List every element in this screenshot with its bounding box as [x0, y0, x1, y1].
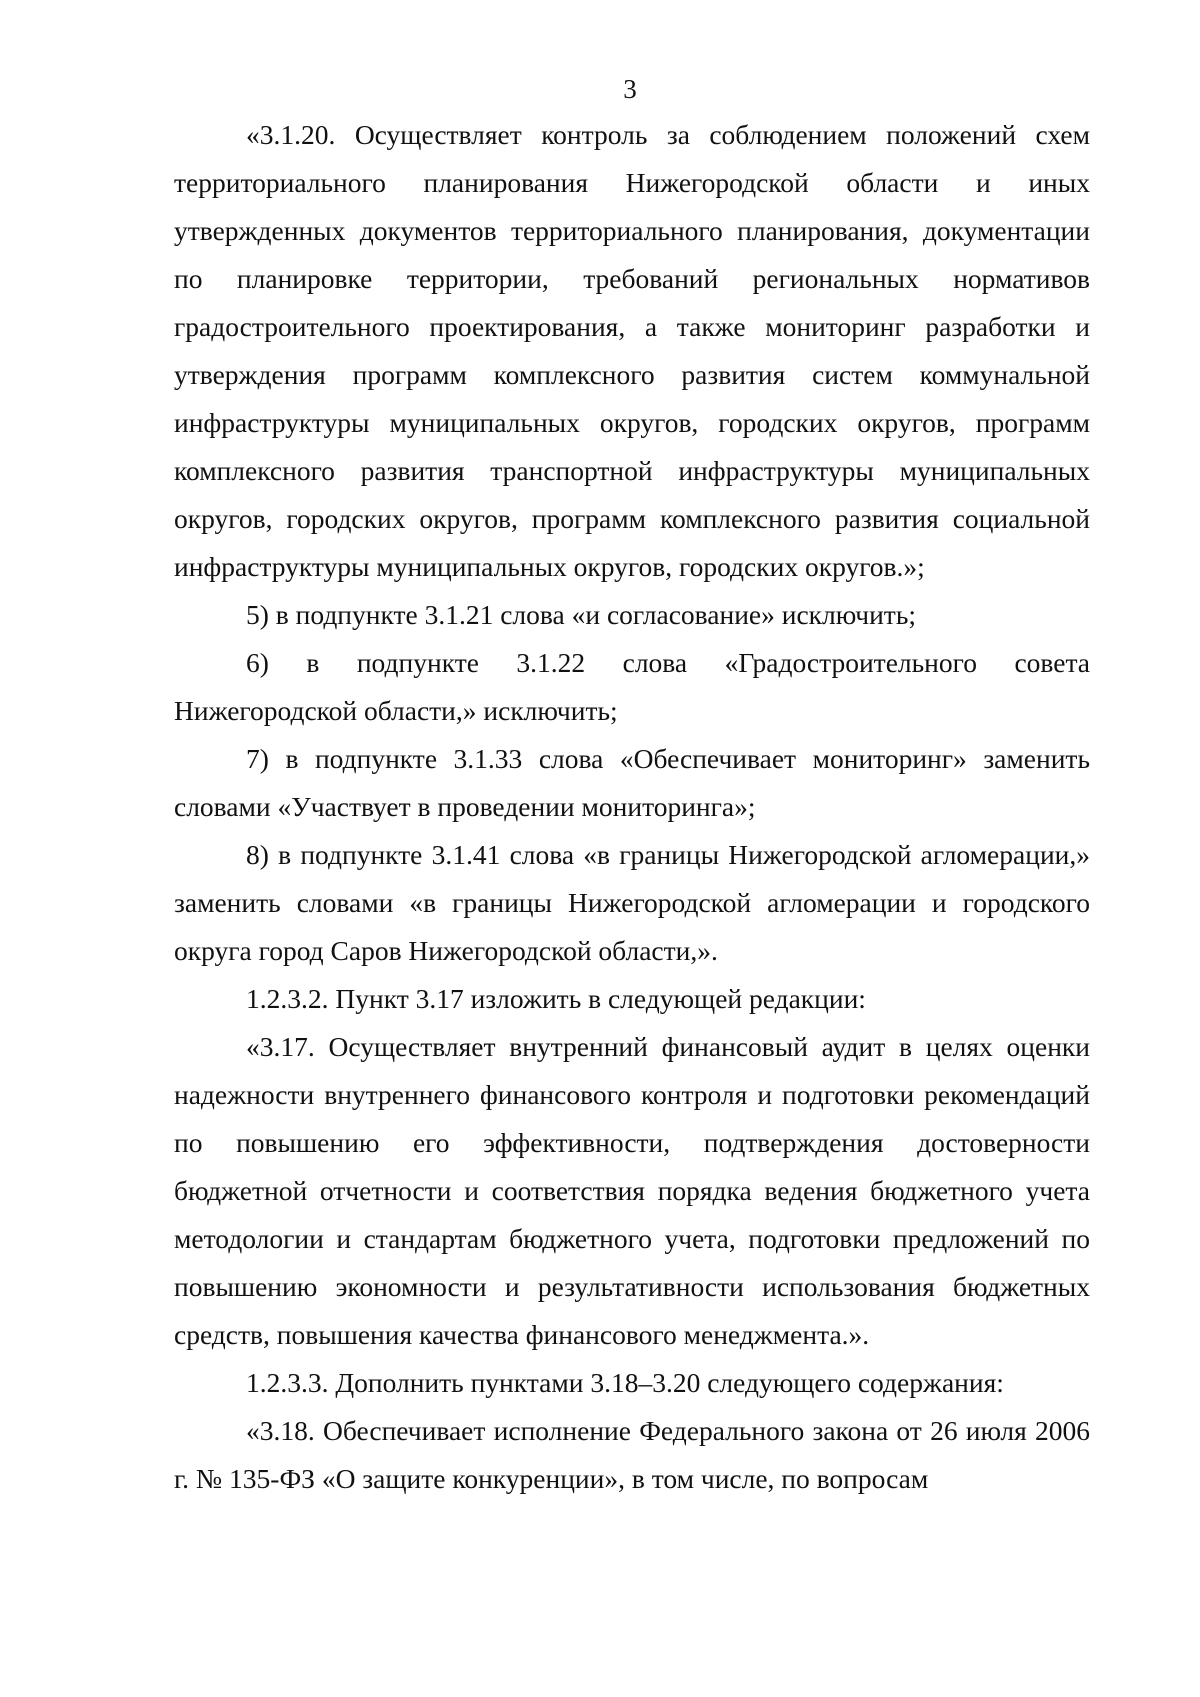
paragraph-1-2-3-3: 1.2.3.3. Дополнить пунктами 3.18–3.20 следующего содержания:	[246, 1367, 1004, 1398]
document-body	[174, 111, 1090, 1503]
paragraph-1-2-3-2: 1.2.3.2. Пункт 3.17 изложить в следующей редакции:	[246, 983, 866, 1014]
page-number: 3	[623, 74, 637, 104]
paragraph-item-8: 8) в подпункте 3.1.41 слова «в границы Нижегородской агломерации,» заменить словами «в границы Нижегородской агломерации и городского округа город Саров Нижегородской области,».	[174, 839, 1090, 966]
paragraph-item-5: 5) в подпункте 3.1.21 слова «и согласование» исключить;	[246, 599, 917, 630]
paragraph-item-7: 7) в подпункте 3.1.33 слова «Обеспечивает мониторинг» заменить словами «Участвует в проведении мониторинга»;	[174, 743, 1090, 822]
paragraph-3-18: «3.18. Обеспечивает исполнение Федерального закона от 26 июля 2006 г. № 135-ФЗ «О защите конкуренции», в том числе, по вопросам	[174, 1415, 1090, 1494]
paragraph-item-6: 6) в подпункте 3.1.22 слова «Градостроительного совета Нижегородской области,» исключить;	[174, 647, 1090, 726]
paragraph-3-1-20: «3.1.20. Осуществляет контроль за соблюдением положений схем территориального планирования Нижегородской области и иных утвержденных документов территориального планирования, документации по планировке территории, требований региональных нормативов градостроительного проектирования, а также мониторинг разработки и утверждения программ комплексного развития систем коммунальной инфраструктуры муниципальных округов, городских округов, программ комплексного развития транспортной инфраструктуры муниципальных округов, городских округов, программ комплексного развития социальной инфраструктуры муниципальных округов, городских округов.»;	[174, 119, 1090, 582]
paragraph-3-17: «3.17. Осуществляет внутренний финансовый аудит в целях оценки надежности внутреннего финансового контроля и подготовки рекомендаций по повышению его эффективности, подтверждения достоверности бюджетной отчетности и соответствия порядка ведения бюджетного учета методологии и стандартам бюджетного учета, подготовки предложений по повышению экономности и результативности использования бюджетных средств, повышения качества финансового менеджмента.».	[174, 1031, 1090, 1350]
